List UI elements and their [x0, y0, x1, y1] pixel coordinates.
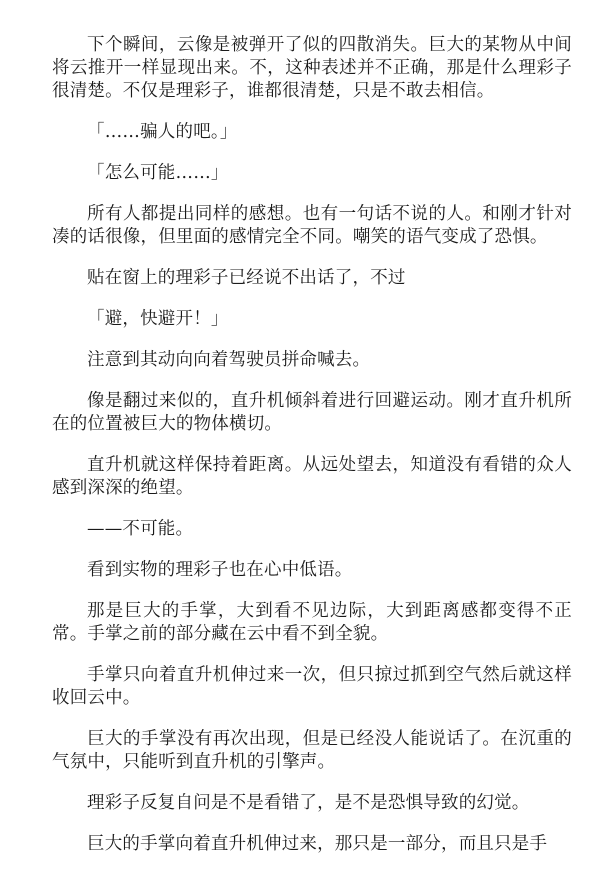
paragraph: ——不可能。 — [87, 519, 194, 539]
document-page — [52, 34, 572, 874]
paragraph: 下个瞬间，云像是被弹开了似的四散消失。巨大的某物从中间将云推开一样显现出来。不，这种表述并不正确，那是什么理彩子很清楚。不仅是理彩子，谁都很清楚，只是不敢去相信。 — [52, 35, 572, 101]
paragraph: 那是巨大的手掌，大到看不见边际，大到距离感都变得不正常。手掌之前的部分藏在云中看不到全貌。 — [52, 601, 572, 644]
paragraph: 所有人都提出同样的感想。也有一句话不说的人。和刚才针对凑的话很像，但里面的感情完全不同。嘲笑的语气变成了恐惧。 — [52, 204, 572, 247]
paragraph: 「避，快避开！」 — [87, 309, 229, 329]
paragraph: 注意到其动向向着驾驶员拼命喊去。 — [87, 350, 371, 370]
paragraph: 理彩子反复自问是不是看错了，是不是恐惧导致的幻觉。 — [87, 793, 530, 813]
paragraph: 看到实物的理彩子也在心中低语。 — [87, 560, 353, 580]
paragraph: 手掌只向着直升机伸过来一次，但只掠过抓到空气然后就这样收回云中。 — [52, 665, 572, 708]
paragraph: 「……骗人的吧。」 — [87, 122, 238, 142]
paragraph: 像是翻过来似的，直升机倾斜着进行回避运动。刚才直升机所在的位置被巨大的物体横切。 — [52, 391, 572, 434]
paragraph: 「怎么可能……」 — [87, 163, 229, 183]
paragraph: 巨大的手掌没有再次出现，但是已经没人能说话了。在沉重的气氛中，只能听到直升机的引擎声。 — [52, 729, 572, 772]
paragraph: 巨大的手掌向着直升机伸过来，那只是一部分，而且只是手 — [87, 834, 548, 854]
paragraph: 贴在窗上的理彩子已经说不出话了，不过 — [87, 268, 406, 288]
paragraph: 直升机就这样保持着距离。从远处望去，知道没有看错的众人感到深深的绝望。 — [52, 455, 572, 498]
